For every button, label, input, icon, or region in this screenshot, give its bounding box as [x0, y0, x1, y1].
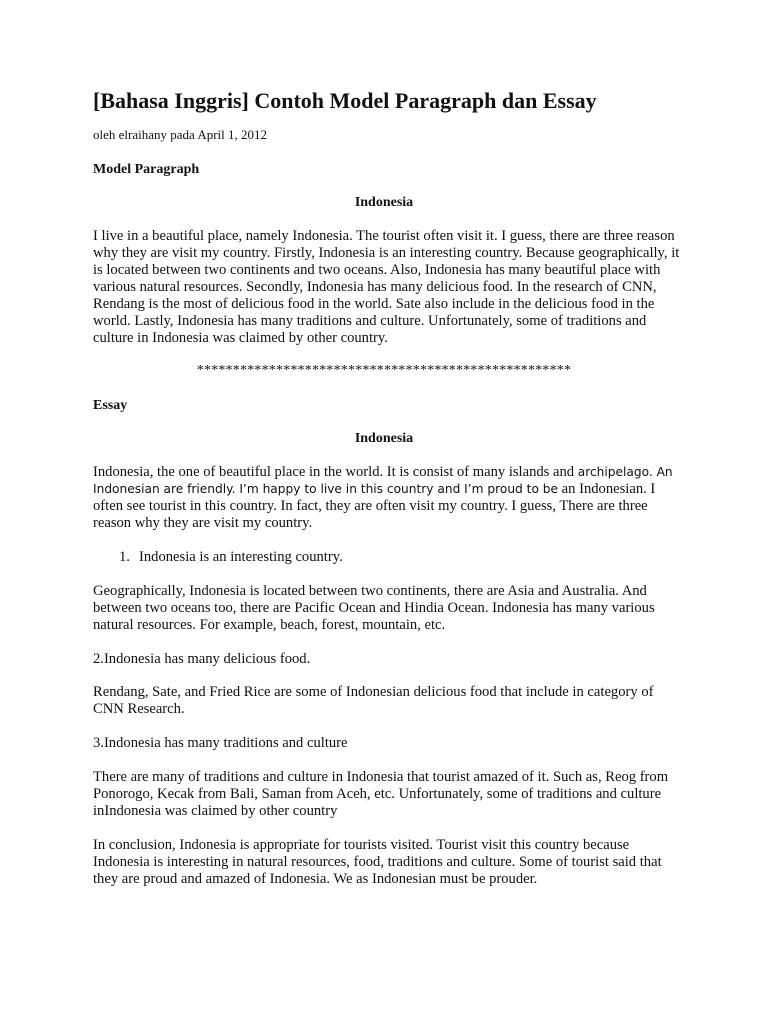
essay-intro-part3: an Indonesian. I often see tourist in this country. In fact, they are often visit my country. I guess, There are three reason why they are visit my country.: [93, 481, 656, 531]
model-paragraph-heading: Model Paragraph: [93, 162, 200, 177]
essay-conclusion: In conclusion, Indonesia is appropriate for tourists visited. Tourist visit this country because Indonesia is interesting in natural resources, food, traditions and culture. Some of tourist said that they are proud and amazed of Indonesia. We as Indonesian must be prouder.: [93, 837, 662, 887]
essay-point1-label-text: Indonesia is an interesting country.: [139, 549, 343, 565]
model-paragraph-text: I live in a beautiful place, namely Indonesia. The tourist often visit it. I guess, there are three reason why they are visit my country. Firstly, Indonesia is an interesting country. Because geographically, it is located between two continents and two oceans. Also, Indonesia has many beautiful place with various natural resources. Secondly, Indonesia has many delicious food. In the research of CNN, Rendang is the most of delicious food in the world. Sate also include in the delicious food in the world. Lastly, Indonesia has many traditions and culture. Unfortunately, some of traditions and culture in Indonesia was claimed by other country.: [93, 228, 680, 346]
essay-point3-text: There are many of traditions and culture in Indonesia that tourist amazed of it. Such as, Reog from Ponorogo, Kecak from Bali, Saman from Aceh, etc. Unfortunately, some of traditions and culture inIndonesia was claimed by other country: [93, 769, 669, 819]
document-title: [Bahasa Inggris] Contoh Model Paragraph dan Essay: [93, 88, 597, 113]
author-date-line: oleh elraihany pada April 1, 2012: [93, 127, 268, 142]
essay-point2-text: Rendang, Sate, and Fried Rice are some of Indonesian delicious food that include in category of CNN Research.: [93, 684, 654, 717]
essay-point3-label: 3.Indonesia has many traditions and culture: [93, 735, 348, 751]
essay-heading: Essay: [93, 398, 128, 413]
essay-title: Indonesia: [354, 431, 414, 446]
separator-stars: ****************************************************: [196, 363, 572, 378]
essay-intro-part1: Indonesia, the one of beautiful place in the world. It is consist of many islands and: [93, 464, 578, 480]
essay-intro-part2: archipelago. An Indonesian are friendly. I’m happy to live in this country and I’m proud to be: [93, 465, 673, 496]
essay-point1-label: [119, 549, 343, 566]
essay-point2-label: 2.Indonesia has many delicious food.: [93, 651, 311, 667]
essay-intro: [93, 464, 683, 532]
model-paragraph-title: Indonesia: [354, 195, 414, 210]
essay-point1-number: 1.: [119, 549, 130, 565]
essay-point1-text: Geographically, Indonesia is located between two continents, there are Asia and Australia. And between two oceans too, there are Pacific Ocean and Hindia Ocean. Indonesia has many various natural resources. For example, beach, forest, mountain, etc.: [93, 583, 655, 633]
